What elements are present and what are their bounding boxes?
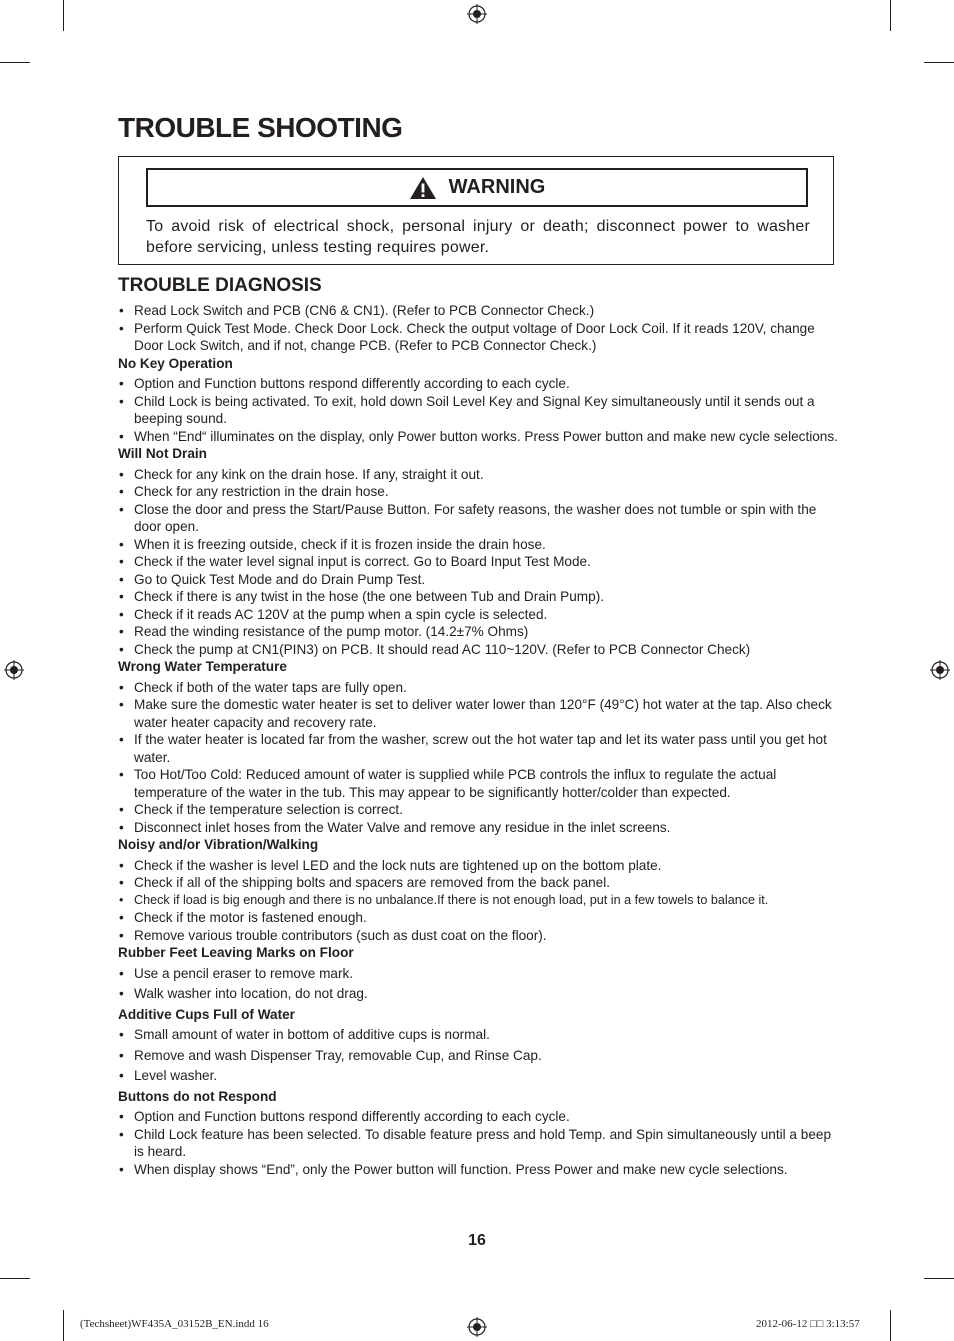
subheading-additive-cups: Additive Cups Full of Water — [118, 1006, 295, 1022]
list-item: • Option and Function buttons respond differently according to each cycle. — [118, 1108, 840, 1126]
list-item: • If the water heater is located far from the washer, screw out the hot water tap and let its water pass until you get hot water. — [118, 731, 840, 766]
list-item: • Level washer. — [118, 1067, 840, 1085]
list-item: • Check if the water level signal input is correct. Go to Board Input Test Mode. — [118, 553, 840, 571]
list-item: • Go to Quick Test Mode and do Drain Pump Test. — [118, 571, 840, 589]
subheading-no-key-operation: No Key Operation — [118, 355, 233, 371]
noisy-list — [118, 857, 840, 945]
list-item: • Make sure the domestic water heater is set to deliver water lower than 120°F (49°C) hot water at the tap. Also check water heater capacity and recovery rate. — [118, 696, 840, 731]
list-item: • Child Lock is being activated. To exit, hold down Soil Level Key and Signal Key simultaneously until it sends out a beeping sound. — [118, 393, 840, 428]
list-item: • Read Lock Switch and PCB (CN6 & CN1). (Refer to PCB Connector Check.) — [118, 302, 840, 320]
list-item: • Remove and wash Dispenser Tray, removable Cup, and Rinse Cap. — [118, 1047, 840, 1065]
subheading-buttons-do-not-respond: Buttons do not Respond — [118, 1088, 277, 1104]
crop-mark — [63, 0, 64, 31]
rubber-feet-list — [118, 965, 840, 1003]
list-item: • Too Hot/Too Cold: Reduced amount of water is supplied while PCB controls the influx to regulate the actual temperature of the water in the tub. This may appear to be significantly hotter/colder than expected. — [118, 766, 840, 801]
registration-mark-icon — [467, 1317, 487, 1337]
subheading-wrong-water-temperature: Wrong Water Temperature — [118, 659, 287, 674]
warning-header — [146, 168, 808, 207]
warning-text: To avoid risk of electrical shock, personal injury or death; disconnect power to washer before servicing, unless testing requires power. — [146, 218, 810, 256]
list-item: • Check if it reads AC 120V at the pump when a spin cycle is selected. — [118, 606, 840, 624]
list-item: • Check if there is any twist in the hose (the one between Tub and Drain Pump). — [118, 588, 840, 606]
buttons-list — [118, 1108, 840, 1178]
list-item: • When display shows “End”, only the Power button will function. Press Power and make new cycle selections. — [118, 1161, 840, 1179]
footer-timestamp: 2012-06-12 □□ 3:13:57 — [756, 1318, 860, 1330]
subheading-will-not-drain: Will Not Drain — [118, 446, 207, 461]
intro-list — [118, 302, 840, 355]
list-item: • Child Lock feature has been selected. To disable feature press and hold Temp. and Spin simultaneously until a beep is heard. — [118, 1126, 840, 1161]
section-title: TROUBLE DIAGNOSIS — [118, 275, 322, 296]
warning-label: WARNING — [448, 176, 546, 198]
list-item: • Option and Function buttons respond differently according to each cycle. — [118, 375, 840, 393]
crop-mark — [0, 62, 30, 63]
list-item: • When it is freezing outside, check if it is frozen inside the drain hose. — [118, 536, 840, 554]
list-item: • Disconnect inlet hoses from the Water Valve and remove any residue in the inlet screens. — [118, 819, 840, 837]
crop-mark — [0, 1278, 30, 1279]
list-item: • Check if the motor is fastened enough. — [118, 909, 840, 927]
warning-box — [118, 156, 834, 265]
registration-mark-icon — [930, 660, 950, 680]
registration-mark-icon — [467, 4, 487, 24]
no-key-list — [118, 375, 840, 445]
list-item: • Close the door and press the Start/Pause Button. For safety reasons, the washer does not tumble or spin with the door open. — [118, 501, 840, 536]
list-item: • When “End“ illuminates on the display, only Power button works. Press Power button and make new cycle selections. — [118, 428, 840, 446]
list-item: • Check if both of the water taps are fully open. — [118, 679, 840, 697]
crop-mark — [890, 0, 891, 31]
list-item: • Check if load is big enough and there is no unbalance.If there is not enough load, put in a few towels to balance it. — [118, 892, 840, 910]
list-item: • Check for any kink on the drain hose. If any, straight it out. — [118, 466, 840, 484]
list-item: • Perform Quick Test Mode. Check Door Lock. Check the output voltage of Door Lock Coil. If it reads 120V, change Door Lock Switch, and if not, change PCB. (Refer to PCB Connector Check.) — [118, 320, 840, 355]
crop-mark — [924, 1278, 954, 1279]
crop-mark — [890, 1310, 891, 1341]
subheading-noisy-vibration: Noisy and/or Vibration/Walking — [118, 837, 319, 852]
list-item: • Read the winding resistance of the pump motor. (14.2±7% Ohms) — [118, 623, 840, 641]
list-item: • Check for any restriction in the drain hose. — [118, 483, 840, 501]
registration-mark-icon — [4, 660, 24, 680]
list-item: • Small amount of water in bottom of additive cups is normal. — [118, 1026, 840, 1044]
will-not-drain-list — [118, 466, 840, 659]
list-item: • Walk washer into location, do not drag. — [118, 985, 840, 1003]
crop-mark — [63, 1310, 64, 1341]
crop-mark — [924, 62, 954, 63]
list-item: • Check if the temperature selection is correct. — [118, 801, 840, 819]
list-item: • Check if the washer is level LED and the lock nuts are tightened up on the bottom plate. — [118, 857, 840, 875]
warning-triangle-icon — [409, 176, 437, 200]
list-item: • Check the pump at CN1(PIN3) on PCB. It should read AC 110~120V. (Refer to PCB Connector Check) — [118, 641, 840, 659]
list-item: • Remove various trouble contributors (such as dust coat on the floor). — [118, 927, 840, 945]
subheading-rubber-feet: Rubber Feet Leaving Marks on Floor — [118, 945, 354, 960]
list-item: • Check if all of the shipping bolts and spacers are removed from the back panel. — [118, 874, 840, 892]
list-item: • Use a pencil eraser to remove mark. — [118, 965, 840, 983]
additive-cups-list — [118, 1026, 840, 1085]
footer-file-info: (Techsheet)WF435A_03152B_EN.indd 16 — [80, 1318, 269, 1330]
page-number: 16 — [468, 1232, 486, 1249]
wrong-temp-list — [118, 679, 840, 837]
diagnosis-content — [118, 302, 840, 1178]
page-title: TROUBLE SHOOTING — [118, 112, 403, 143]
